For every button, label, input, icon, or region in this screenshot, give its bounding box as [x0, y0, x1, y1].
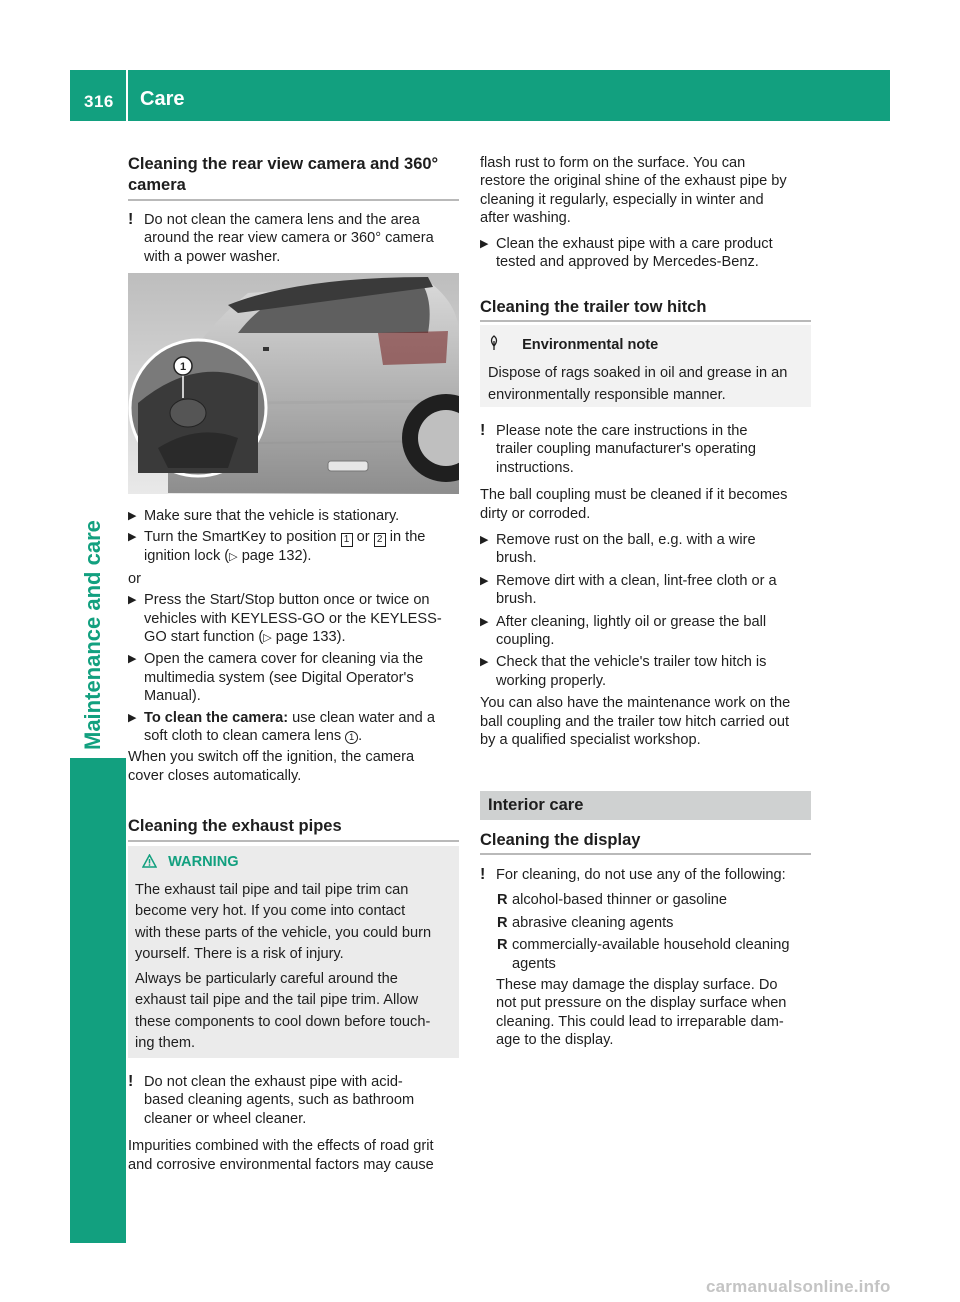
text-line: yourself. There is a risk of injury. — [135, 946, 344, 962]
list-item — [480, 572, 815, 609]
text-line: brush. — [496, 591, 537, 608]
caution-icon: ! — [480, 866, 486, 883]
trailer-section — [480, 422, 815, 750]
arrow-icon: ▶ — [128, 711, 137, 724]
heading-rear-camera — [128, 154, 460, 196]
list-item — [128, 507, 462, 525]
list-item — [480, 891, 816, 909]
heading-rule — [480, 853, 811, 855]
text-line: age to the display. — [496, 1032, 614, 1049]
warning-title: WARNING — [168, 854, 239, 870]
text-line: use clean water and a — [288, 709, 435, 726]
text-line: Remove rust on the ball, e.g. with a wire — [496, 532, 756, 549]
section-title: Care — [140, 88, 185, 110]
text-line: brush. — [496, 550, 537, 567]
display-section — [480, 866, 816, 1050]
text-line: restore the original shine of the exhaust pipe by — [480, 173, 787, 190]
heading-display: Cleaning the display — [480, 831, 641, 849]
text-line: trailer coupling manufacturer's operating — [496, 441, 756, 458]
text-line: flash rust to form on the surface. You can — [480, 155, 746, 171]
text-line: Remove dirt with a clean, lint-free cloth or a — [496, 572, 777, 589]
key-position-2: 2 — [374, 533, 386, 547]
text-line: ing them. — [135, 1035, 196, 1051]
text-line: Do not clean the exhaust pipe with acid- — [144, 1074, 403, 1090]
list-item — [480, 653, 815, 690]
text-line: Press the Start/Stop button once or twice on — [144, 592, 430, 609]
caution-camera — [128, 211, 460, 266]
side-tab-label: Maintenance and care — [80, 520, 105, 750]
text-line: Always be particularly careful around the — [135, 970, 398, 987]
car-rear-image — [128, 273, 459, 494]
text-line: When you switch off the ignition, the camera — [128, 749, 415, 766]
steps-camera — [128, 507, 462, 785]
page-number: 316 — [84, 92, 114, 111]
text-line: ball coupling and the trailer tow hitch carried out — [480, 713, 790, 730]
heading-line: Cleaning the rear view camera and 360° — [128, 155, 439, 173]
heading-trailer: Cleaning the trailer tow hitch — [480, 298, 707, 316]
list-item — [128, 591, 462, 647]
text-line: Make sure that the vehicle is stationary. — [144, 508, 400, 524]
text-line: The ball coupling must be cleaned if it becomes — [480, 487, 788, 504]
text-bold: To clean the camera: — [144, 709, 289, 726]
heading-rule — [480, 320, 811, 322]
text-line: . — [358, 728, 363, 745]
text-line: Clean the exhaust pipe with a care product — [496, 235, 773, 252]
text-line: vehicles with KEYLESS-GO or the KEYLESS- — [144, 610, 442, 627]
text-line: Turn the SmartKey to position — [144, 529, 341, 546]
arrow-icon: ▶ — [128, 510, 137, 522]
text-line: You can also have the maintenance work on the — [480, 695, 791, 712]
page-link[interactable]: page 132). — [237, 548, 312, 565]
caution-icon: ! — [480, 422, 486, 439]
environment-title: Environmental note — [522, 337, 659, 353]
list-item — [480, 531, 815, 568]
watermark: carmanualsonline.info — [706, 1277, 891, 1296]
text-line: cover closes automatically. — [128, 767, 302, 784]
text-line: with these parts of the vehicle, you could burn — [135, 924, 432, 941]
list-item — [128, 528, 462, 566]
arrow-icon: ▶ — [480, 237, 489, 250]
key-position-1: 1 — [341, 533, 353, 547]
text-line: coupling. — [496, 632, 555, 649]
text-line: cleaning. This could lead to irreparable dam- — [496, 1013, 784, 1030]
callout-1-icon: 1 — [345, 731, 358, 744]
list-item — [480, 613, 815, 650]
arrow-icon: ▶ — [480, 656, 489, 669]
text-line: The exhaust tail pipe and tail pipe trim can — [135, 881, 409, 898]
caution-exhaust — [128, 1073, 460, 1174]
text-line: exhaust tail pipe and the tail pipe trim. Allow — [135, 992, 419, 1008]
arrow-icon: ▶ — [480, 534, 489, 547]
text-line: and corrosive environmental factors may cause — [128, 1156, 434, 1173]
arrow-icon: ▶ — [128, 594, 137, 607]
rear-camera-illustration — [128, 273, 459, 494]
page-link[interactable]: page 133). — [271, 629, 346, 646]
text-line: working properly. — [496, 672, 607, 689]
caution-icon: ! — [128, 211, 134, 228]
text-line: multimedia system (see Digital Operator's — [144, 669, 414, 686]
text-line: not put pressure on the display surface when — [496, 995, 787, 1012]
text-line: Do not clean the camera lens and the area — [144, 212, 420, 228]
callout-1: 1 — [179, 361, 187, 373]
text-line: Impurities combined with the effects of road grit — [128, 1138, 434, 1155]
heading-rule — [128, 199, 459, 201]
text-line: become very hot. If you come into contact — [135, 903, 406, 919]
text-line: these components to cool down before touch- — [135, 1013, 431, 1030]
text-line: after washing. — [480, 210, 571, 227]
bullet-icon: R — [497, 937, 508, 954]
environment-content — [488, 334, 810, 406]
leaf-icon — [488, 335, 504, 358]
warning-triangle-icon — [142, 854, 158, 876]
bullet-icon: R — [497, 892, 508, 909]
text-line: cleaning it regularly, especially in winter and — [480, 191, 764, 208]
text-line: Dispose of rags soaked in oil and grease in an — [488, 365, 788, 381]
text-line: soft cloth to clean camera lens — [144, 728, 346, 745]
text-line: cleaner or wheel cleaner. — [144, 1110, 307, 1127]
text-line: After cleaning, lightly oil or grease the ball — [496, 613, 767, 630]
text-line: dirty or corroded. — [480, 505, 591, 522]
arrow-icon: ▶ — [128, 531, 137, 544]
page-ref-icon: ▷ — [229, 551, 238, 564]
list-item — [480, 936, 816, 973]
text-line: instructions. — [496, 459, 574, 476]
text-line: with a power washer. — [144, 248, 281, 265]
text-line: GO start function ( — [144, 629, 264, 646]
heading-rule — [128, 840, 459, 842]
heading-exhaust: Cleaning the exhaust pipes — [128, 817, 342, 835]
text-line: Please note the care instructions in the — [496, 423, 748, 439]
page-ref-icon: ▷ — [263, 632, 272, 645]
text-line: abrasive cleaning agents — [512, 914, 674, 931]
caution-icon: ! — [128, 1073, 134, 1090]
text-line: based cleaning agents, such as bathroom — [144, 1092, 415, 1109]
text-line: Manual). — [144, 688, 201, 705]
text-line: agents — [512, 955, 556, 972]
text-line: alcohol-based thinner or gasoline — [512, 892, 727, 909]
text-line: Check that the vehicle's trailer tow hitch is — [496, 654, 767, 671]
header-bar — [70, 70, 890, 121]
text-line: in the — [385, 529, 426, 546]
warning-content — [135, 852, 457, 1055]
text-line: or — [352, 529, 374, 546]
text-line: For cleaning, do not use any of the following: — [496, 867, 786, 883]
arrow-icon: ▶ — [128, 653, 137, 666]
interior-care-heading: Interior care — [488, 796, 584, 814]
text-or: or — [128, 570, 141, 587]
text-line: around the rear view camera or 360° camera — [144, 230, 434, 247]
list-item — [128, 650, 462, 705]
bullet-icon: R — [497, 914, 508, 931]
text-line: by a qualified specialist workshop. — [480, 732, 701, 749]
header-divider — [126, 70, 128, 121]
text-line: These may damage the display surface. Do — [496, 977, 778, 994]
flash-rust-text — [480, 154, 815, 271]
text-line: ignition lock ( — [144, 548, 230, 565]
text-line: commercially-available household cleaning — [512, 937, 790, 954]
text-line: Open the camera cover for cleaning via the — [144, 651, 424, 668]
list-item — [480, 235, 815, 272]
arrow-icon: ▶ — [480, 615, 489, 628]
heading-line: camera — [128, 176, 186, 194]
arrow-icon: ▶ — [480, 574, 489, 587]
list-item — [128, 709, 462, 746]
list-item — [480, 914, 816, 932]
text-line: environmentally responsible manner. — [488, 387, 726, 403]
side-tab-block — [70, 758, 126, 1243]
text-line: tested and approved by Mercedes-Benz. — [496, 254, 759, 271]
